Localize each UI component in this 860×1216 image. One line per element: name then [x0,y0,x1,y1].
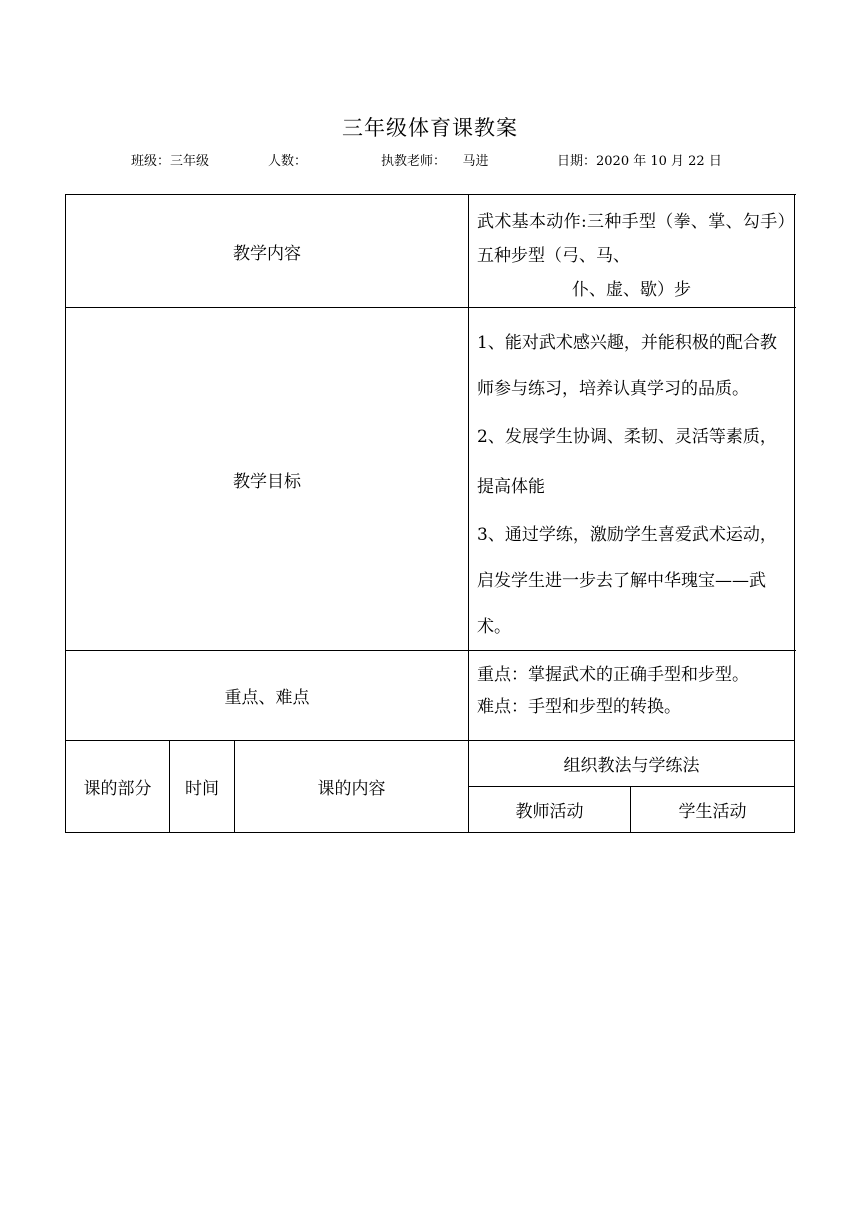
class-field: 班级：三年级 [131,154,210,169]
difficulty-text: 难点：手型和步型的转换。 [477,697,682,717]
teaching-goals-label: 教学目标 [66,308,469,651]
methods-header: 组织教法与学练法 [469,741,795,787]
teaching-goals-row [66,308,795,651]
teaching-goals-cell [469,308,795,651]
teaching-content-label: 教学内容 [66,195,469,308]
goal-item-2: 2、发展学生协调、柔韧、灵活等素质，提高体能 [477,427,777,497]
teacher-field: 执教老师： 马进 [381,154,489,169]
schedule-header-row [66,741,795,787]
page-title: 三年级体育课教案 [342,116,518,140]
key-point-text: 重点：掌握武术的正确手型和步型。 [477,665,750,685]
lesson-plan-table [65,194,795,833]
teaching-content-line-1: 武术基本动作:三种手型（拳、掌、勾手）五种步型（弓、马、 [477,212,787,266]
key-difficult-label: 重点、难点 [66,651,469,741]
student-activity-header: 学生活动 [631,787,795,833]
key-difficult-cell [469,651,795,741]
section-header: 课的部分 [66,741,170,833]
teaching-content-text [477,195,786,307]
date-field: 日期：2020 年 10 月 22 日 [557,154,722,169]
goal-item-3: 3、通过学练，激励学生喜爱武术运动，启发学生进一步去了解中华瑰宝——武术。 [477,525,777,637]
teacher-activity-header: 教师活动 [469,787,631,833]
lesson-content-header: 课的内容 [235,741,469,833]
teaching-content-cell [469,195,795,308]
teaching-content-row [66,195,795,308]
goal-item-1: 1、能对武术感兴趣，并能积极的配合教师参与练习，培养认真学习的品质。 [477,333,777,399]
key-difficult-row [66,651,795,741]
people-count-field: 人数： [268,154,308,169]
time-header: 时间 [170,741,235,833]
teaching-content-line-2: 仆、虚、歇）步 [572,280,692,300]
